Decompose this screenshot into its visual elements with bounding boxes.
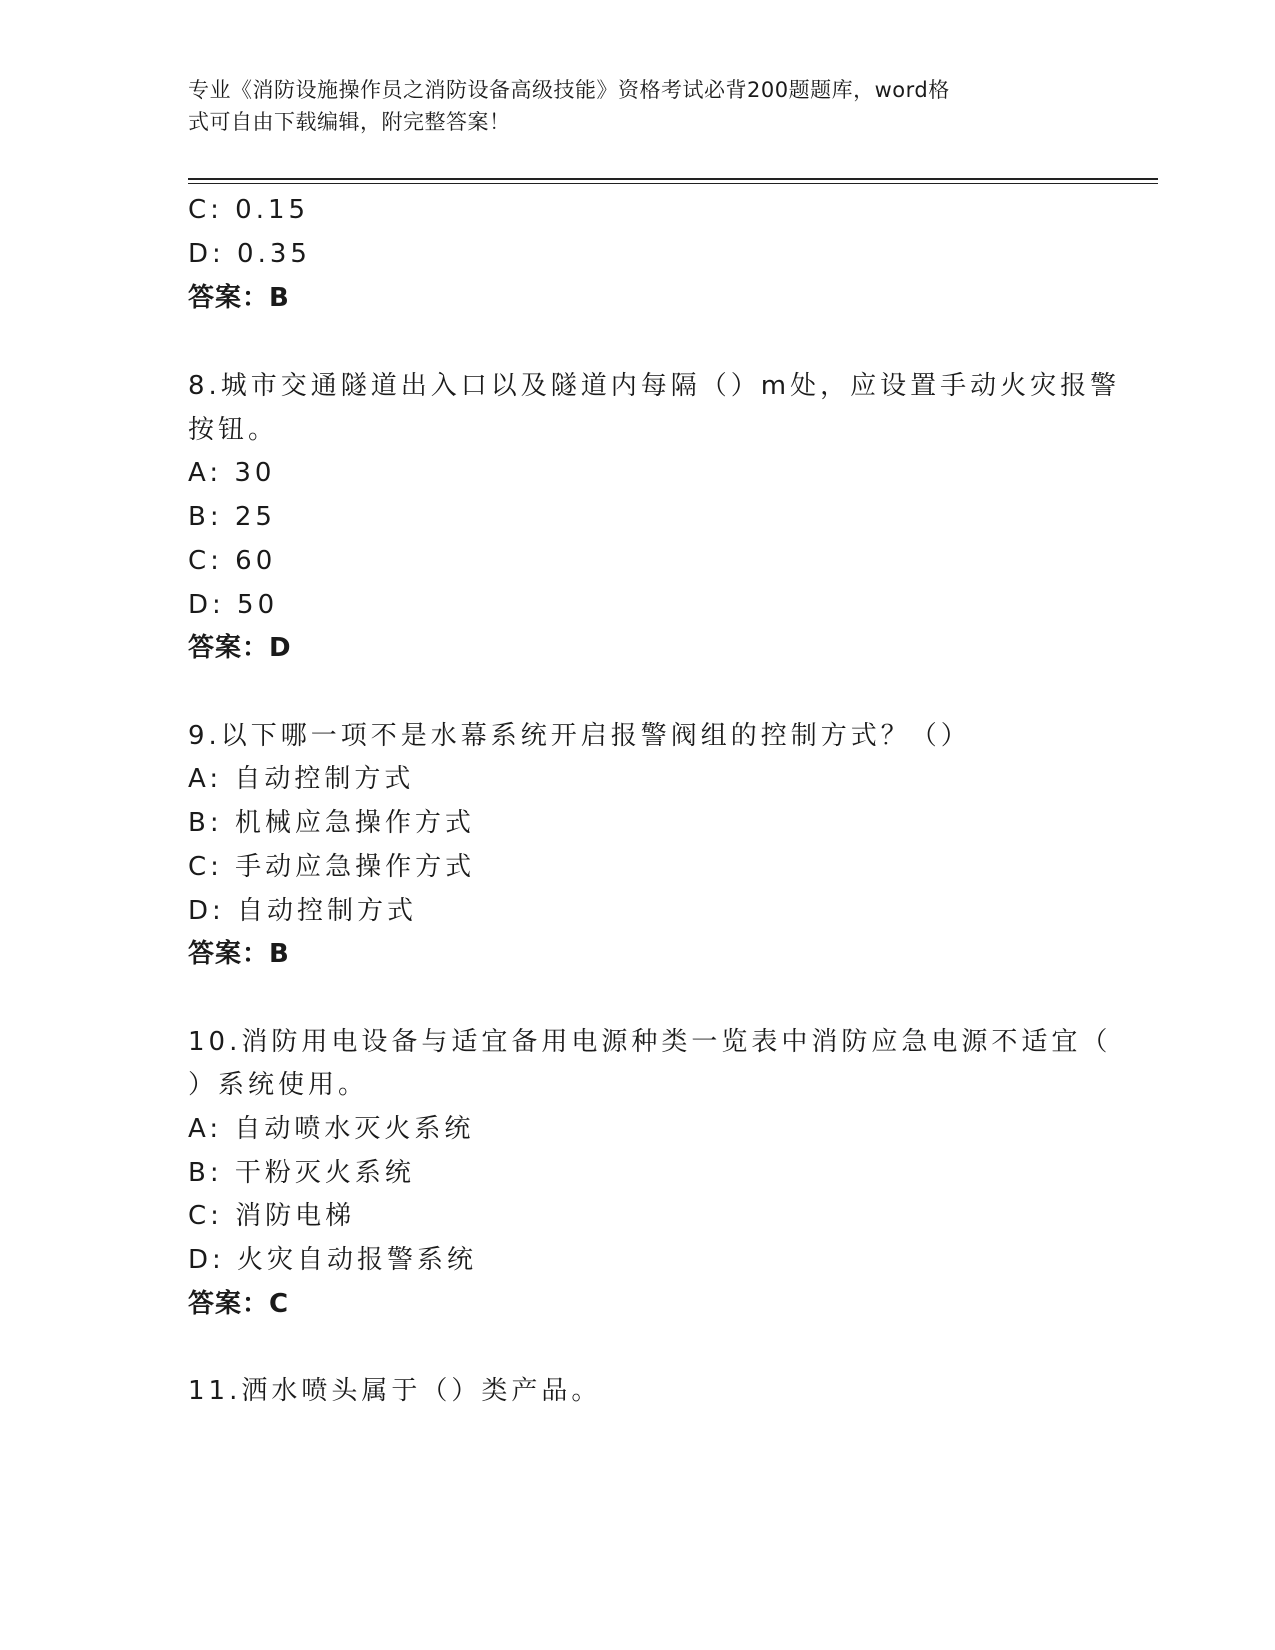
question-10-option-b: B: 干粉灭火系统	[188, 1158, 415, 1188]
question-10-option-c: C: 消防电梯	[188, 1201, 356, 1231]
question-8-option-d: D: 50	[188, 590, 279, 620]
header-line-2: 式可自由下载编辑，附完整答案！	[188, 110, 511, 134]
question-9-option-a: A: 自动控制方式	[188, 764, 415, 794]
question-10-answer: 答案：C	[188, 1289, 290, 1319]
question-9-option-c: C: 手动应急操作方式	[188, 852, 476, 882]
question-8-option-b: B: 25	[188, 502, 276, 532]
question-10-option-d: D: 火灾自动报警系统	[188, 1245, 478, 1275]
question-9-option-b: B: 机械应急操作方式	[188, 808, 475, 838]
header-divider-thin	[188, 183, 1158, 184]
question-9-option-d: D: 自动控制方式	[188, 896, 418, 926]
answer-text: 答案：B	[188, 283, 290, 313]
question-8-stem-line-2: 按钮。	[188, 415, 279, 445]
question-11-stem-line-1: 11.洒水喷头属于（）类产品。	[188, 1376, 602, 1406]
document-header	[188, 74, 1068, 138]
question-8-stem-line-1: 8.城市交通隧道出入口以及隧道内每隔（）m处，应设置手动火灾报警	[188, 371, 1121, 401]
header-line-1: 专业《消防设施操作员之消防设备高级技能》资格考试必背200题题库，word格	[188, 78, 950, 102]
question-10-option-a: A: 自动喷水灭火系统	[188, 1114, 475, 1144]
option-d: D: 0.35	[188, 239, 311, 269]
question-8-answer: 答案：D	[188, 633, 292, 663]
question-10-stem-line-1: 10.消防用电设备与适宜备用电源种类一览表中消防应急电源不适宜（	[188, 1027, 1112, 1057]
question-8-option-c: C: 60	[188, 546, 277, 576]
option-c: C: 0.15	[188, 195, 310, 225]
question-9-stem-line-1: 9.以下哪一项不是水幕系统开启报警阀组的控制方式？（）	[188, 721, 971, 751]
header-divider-thick	[188, 178, 1158, 180]
question-8-option-a: A: 30	[188, 458, 276, 488]
question-9-answer: 答案：B	[188, 939, 290, 969]
question-10-stem-line-2: ）系统使用。	[188, 1070, 369, 1100]
